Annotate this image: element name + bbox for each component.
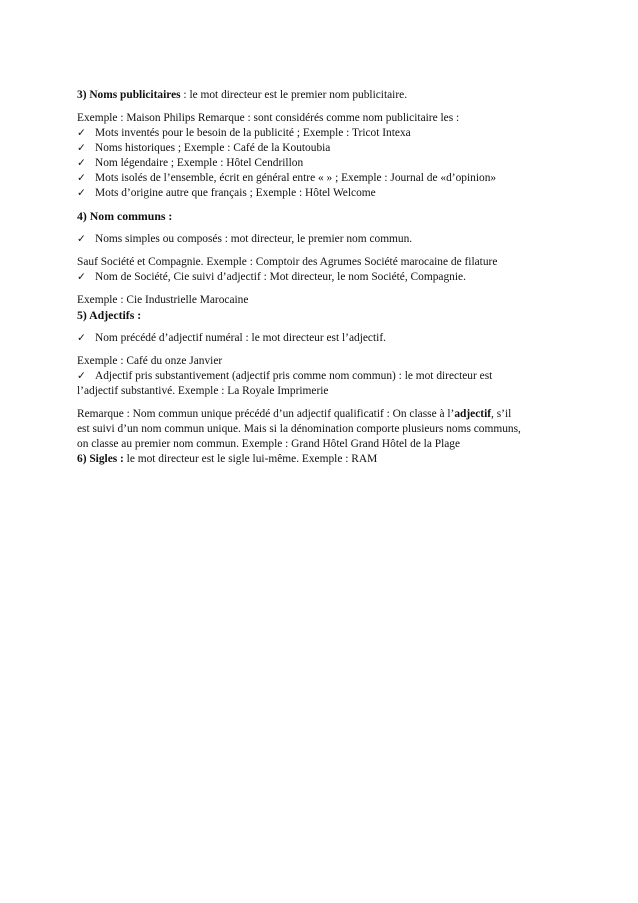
checkmark-icon: ✓: [77, 233, 86, 245]
section-6-line: [77, 452, 577, 467]
section-3-heading: 3) Noms publicitaires: [77, 89, 181, 101]
section-3-intro: Exemple : Maison Philips Remarque : sont considérés comme nom publicitaire les :: [77, 112, 460, 124]
remark-line-3: on classe au premier nom commun. Exemple : Grand Hôtel Grand Hôtel de la Plage: [77, 438, 461, 450]
list-item: [77, 369, 577, 384]
document-page: [77, 88, 577, 467]
list-item: [77, 331, 577, 346]
section-6-heading: 6) Sigles :: [77, 453, 124, 465]
section-5-example: Exemple : Café du onze Janvier: [77, 355, 223, 367]
section-3-heading-line: [77, 88, 577, 103]
checkmark-icon: ✓: [77, 127, 86, 139]
remark-line-2: est suivi d’un nom commun unique. Mais si la dénomination comporte plusieurs noms communs,: [77, 423, 521, 435]
checkmark-icon: ✓: [77, 157, 86, 169]
checkmark-icon: ✓: [77, 172, 86, 184]
list-item-text: Nom de Société, Cie suivi d’adjectif : Mot directeur, le nom Société, Compagnie.: [95, 271, 466, 283]
list-item: [77, 270, 577, 285]
section-3-heading-rest: : le mot directeur est le premier nom publicitaire.: [180, 89, 408, 101]
checkmark-icon: ✓: [77, 271, 86, 283]
list-item: [77, 156, 577, 171]
checkmark-icon: ✓: [77, 370, 86, 382]
section-5-heading: 5) Adjectifs :: [77, 308, 142, 322]
list-item-continuation: l’adjectif substantivé. Exemple : La Royale Imprimerie: [77, 385, 329, 397]
section-4-sauf: Sauf Société et Compagnie. Exemple : Comptoir des Agrumes Société marocaine de filature: [77, 256, 498, 268]
section-4-heading: 4) Nom communs :: [77, 209, 173, 223]
section-6-rest: le mot directeur est le sigle lui-même. Exemple : RAM: [123, 453, 378, 465]
list-item: [77, 141, 577, 156]
list-item-text: Nom précédé d’adjectif numéral : le mot directeur est l’adjectif.: [95, 332, 386, 344]
list-item-text: Mots d’origine autre que français ; Exemple : Hôtel Welcome: [95, 187, 376, 199]
remark-text: Remarque : Nom commun unique précédé d’un adjectif qualificatif : On classe à l’: [77, 408, 455, 420]
remark-text: , s’il: [491, 408, 512, 420]
list-item-text: Mots inventés pour le besoin de la publicité ; Exemple : Tricot Intexa: [95, 127, 411, 139]
remark-line-1: [77, 407, 577, 422]
list-item-text: Adjectif pris substantivement (adjectif pris comme nom commun) : le mot directeur est: [95, 370, 493, 382]
list-item-text: Mots isolés de l’ensemble, écrit en général entre « » ; Exemple : Journal de «d’opinion»: [95, 172, 497, 184]
list-item: [77, 126, 577, 141]
list-item-text: Nom légendaire ; Exemple : Hôtel Cendrillon: [95, 157, 304, 169]
list-item: [77, 232, 577, 247]
remark-bold-word: adjectif: [454, 408, 492, 420]
checkmark-icon: ✓: [77, 332, 86, 344]
section-4-example: Exemple : Cie Industrielle Marocaine: [77, 294, 249, 306]
list-item-text: Noms simples ou composés : mot directeur, le premier nom commun.: [95, 233, 413, 245]
checkmark-icon: ✓: [77, 187, 86, 199]
list-item: [77, 171, 577, 186]
list-item: [77, 186, 577, 201]
list-item-text: Noms historiques ; Exemple : Café de la Koutoubia: [95, 142, 331, 154]
checkmark-icon: ✓: [77, 142, 86, 154]
